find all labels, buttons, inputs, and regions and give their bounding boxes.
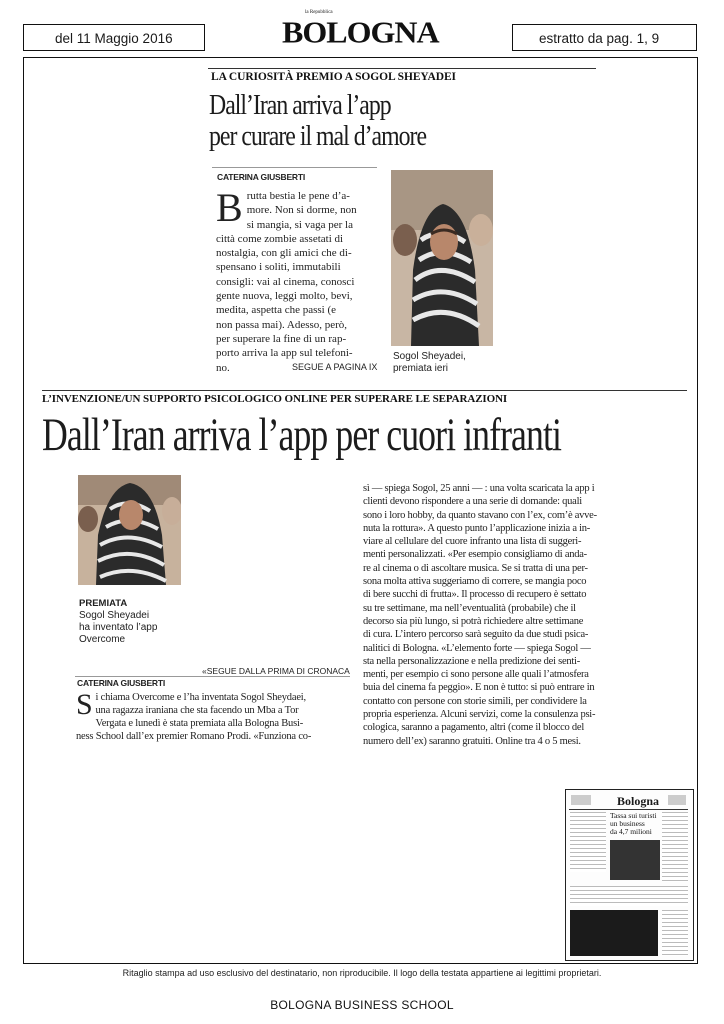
thumb-logo: Bologna bbox=[617, 794, 660, 808]
main-article-rule bbox=[42, 390, 687, 391]
main-left-line: ness School dall’ex premier Romano Prodi. «Funziona co- bbox=[76, 731, 312, 742]
top-body-line: non passa mai). Adesso, però, bbox=[216, 318, 348, 331]
front-page-thumbnail bbox=[565, 789, 694, 961]
main-byline-rule bbox=[75, 676, 350, 677]
portrait-image-small bbox=[78, 475, 181, 585]
top-body-line: si mangia, si vaga per la bbox=[246, 218, 353, 231]
main-right-line: di cura. L’intero percorso sarà seguito da due studi psica- bbox=[363, 629, 589, 641]
top-caption bbox=[393, 351, 466, 375]
photo-main bbox=[78, 475, 181, 585]
main-right-line: viare al cellulare del cuore infranto una lista di suggeri- bbox=[363, 536, 582, 548]
thumb-photo bbox=[610, 840, 660, 880]
main-right-line: di bere succhi di frutta». Il processo di recupero è settato bbox=[363, 589, 587, 601]
thumb-headline-line3: da 4,7 milioni bbox=[610, 827, 652, 836]
thumb-headline-line2: un business bbox=[610, 819, 645, 828]
main-right-line: sono i loro hobby, da quanto stavano con l’ex, com’è avve- bbox=[363, 509, 597, 521]
main-dropcap: S bbox=[76, 688, 93, 721]
main-left-lines bbox=[76, 688, 356, 743]
newspaper-logo bbox=[282, 10, 442, 50]
footer-disclaimer: Ritaglio stampa ad uso esclusivo del destinatario, non riproducibile. Il logo della testata appartiene ai legittimi proprietari. bbox=[122, 968, 602, 978]
main-right-line: contatto con persone con storie simili, per condividere la bbox=[363, 695, 587, 707]
main-right-line: menti, per esempio ci sono persone alle quali l’atmosfera bbox=[363, 669, 589, 681]
portrait-image bbox=[391, 170, 493, 346]
main-right-column bbox=[363, 482, 691, 748]
thumb-masthead bbox=[569, 793, 688, 810]
top-body-line: more. Non si dorme, non bbox=[246, 204, 357, 217]
thumb-headline-line1: Tassa sui turisti bbox=[610, 811, 657, 820]
thumb-badge-right bbox=[668, 795, 686, 805]
thumb-text-block bbox=[570, 886, 688, 906]
main-caption-line1: Sogol Sheyadei bbox=[79, 610, 150, 621]
top-body-line: per superare la fine di un rap- bbox=[216, 332, 347, 345]
thumb-headline bbox=[610, 812, 658, 836]
publication-date: del 11 Maggio 2016 bbox=[55, 31, 173, 46]
extract-box bbox=[512, 24, 697, 51]
main-right-line: clienti devono rispondere a una serie di domande: quali bbox=[363, 496, 582, 508]
thumb-left-column bbox=[570, 812, 606, 872]
main-headline: Dall’Iran arriva l’app per cuori infranti bbox=[42, 409, 561, 461]
footer-brand: BOLOGNA BUSINESS SCHOOL bbox=[270, 998, 454, 1012]
top-continue: SEGUE A PAGINA IX bbox=[292, 362, 378, 372]
top-byline: CATERINA GIUSBERTI bbox=[217, 172, 306, 182]
logo-small-text: la Repubblica bbox=[305, 10, 333, 15]
main-right-line: propria esperienza. Alcuni servizi, come la consulenza psi- bbox=[363, 709, 596, 721]
top-body-line: rutta bestia le pene d’a- bbox=[246, 190, 350, 202]
top-dropcap: B bbox=[216, 185, 243, 230]
main-right-line: sona molta attiva suggeriamo di correre, se mangia poco bbox=[363, 576, 587, 588]
top-body-line: nostalgia, con gli amici che di- bbox=[216, 247, 352, 260]
top-headline-line2: per curare il mal d’amore bbox=[209, 120, 427, 152]
top-kicker: LA CURIOSITÀ PREMIO A SOGOL SHEYADEI bbox=[211, 71, 456, 83]
main-right-line: re al cinema o di ascoltare musica. Se si tratta di una per- bbox=[363, 562, 588, 574]
logo-main-text: BOLOGNA bbox=[282, 14, 439, 50]
main-right-line: nuta la rottura». A questo punto l’applicazione inizia a in- bbox=[363, 522, 591, 534]
thumb-badge-left bbox=[571, 795, 591, 805]
main-right-line: menti personalizzati. «Per esempio consigliamo di anda- bbox=[363, 549, 587, 561]
top-headline-line1: Dall’Iran arriva l’app bbox=[209, 89, 391, 121]
top-body-line: medita, aspetta che passi (e bbox=[216, 304, 337, 317]
main-kicker: L’INVENZIONE/UN SUPPORTO PSICOLOGICO ONLINE PER SUPERARE LE SEPARAZIONI bbox=[42, 393, 508, 405]
top-caption-line1: Sogol Sheyadei, bbox=[393, 351, 466, 362]
main-left-column bbox=[76, 688, 356, 743]
thumb-side-text bbox=[662, 910, 688, 956]
main-caption-line2: ha inventato l’app bbox=[79, 622, 158, 633]
main-left-line: i chiama Overcome e l’ha inventata Sogol Sheydaei, bbox=[95, 692, 306, 703]
main-right-line: sta nella personalizzazione e nella predizione dei senti- bbox=[363, 655, 580, 667]
main-caption-title: PREMIATA bbox=[79, 598, 128, 609]
main-right-line: numero dell’ex) saranno gratuiti. Online tra 4 o 5 mesi. bbox=[363, 735, 581, 747]
top-body-line: porto arriva la app sul telefoni- bbox=[216, 347, 353, 360]
thumb-advert bbox=[570, 910, 658, 956]
top-body-line: consigli: vai al cinema, conosci bbox=[216, 275, 355, 288]
main-right-line: su tre settimane, ma nell’eventualità (probabile) che il bbox=[363, 602, 576, 614]
main-caption bbox=[79, 598, 157, 646]
main-right-line: buia del cinema fa peggio». E non è tutto: si può entrare in bbox=[363, 682, 595, 694]
main-left-line: Vergata e lunedì è stata premiata alla Bologna Busi- bbox=[95, 718, 304, 729]
main-right-line: decorso sia più lungo, si potrà richiedere altre settimane bbox=[363, 615, 584, 627]
date-box bbox=[23, 24, 205, 51]
top-caption-line2: premiata ieri bbox=[393, 363, 449, 374]
thumb-right-column bbox=[662, 812, 688, 882]
extract-pages: estratto da pag. 1, 9 bbox=[539, 31, 660, 46]
main-right-line: sì — spiega Sogol, 25 anni — : una volta scaricata la app i bbox=[363, 483, 595, 494]
main-left-line: una ragazza iraniana che sta facendo un Mba a Tor bbox=[95, 705, 299, 716]
main-caption-line3: Overcome bbox=[79, 634, 126, 645]
top-body-line: no. bbox=[216, 361, 230, 374]
top-headline bbox=[209, 90, 426, 152]
main-byline: CATERINA GIUSBERTI bbox=[77, 678, 166, 688]
top-article-rule bbox=[208, 68, 596, 69]
top-body-line: gente nuova, leggi molto, bevi, bbox=[216, 290, 353, 303]
main-segue: «SEGUE DALLA PRIMA DI CRONACA bbox=[202, 666, 350, 676]
top-body-line: spensano i soliti, immutabili bbox=[216, 261, 341, 274]
photo-top bbox=[391, 170, 493, 346]
main-right-line: cologica, saranno a pagamento, altri (come il blocco del bbox=[363, 722, 584, 734]
top-body-line: città come zombie assetati di bbox=[216, 232, 344, 245]
top-body bbox=[216, 185, 377, 375]
top-byline-rule bbox=[212, 167, 377, 168]
main-right-line: nalitici di Bologna. «L’elemento forte — spiega Sogol — bbox=[363, 642, 591, 654]
